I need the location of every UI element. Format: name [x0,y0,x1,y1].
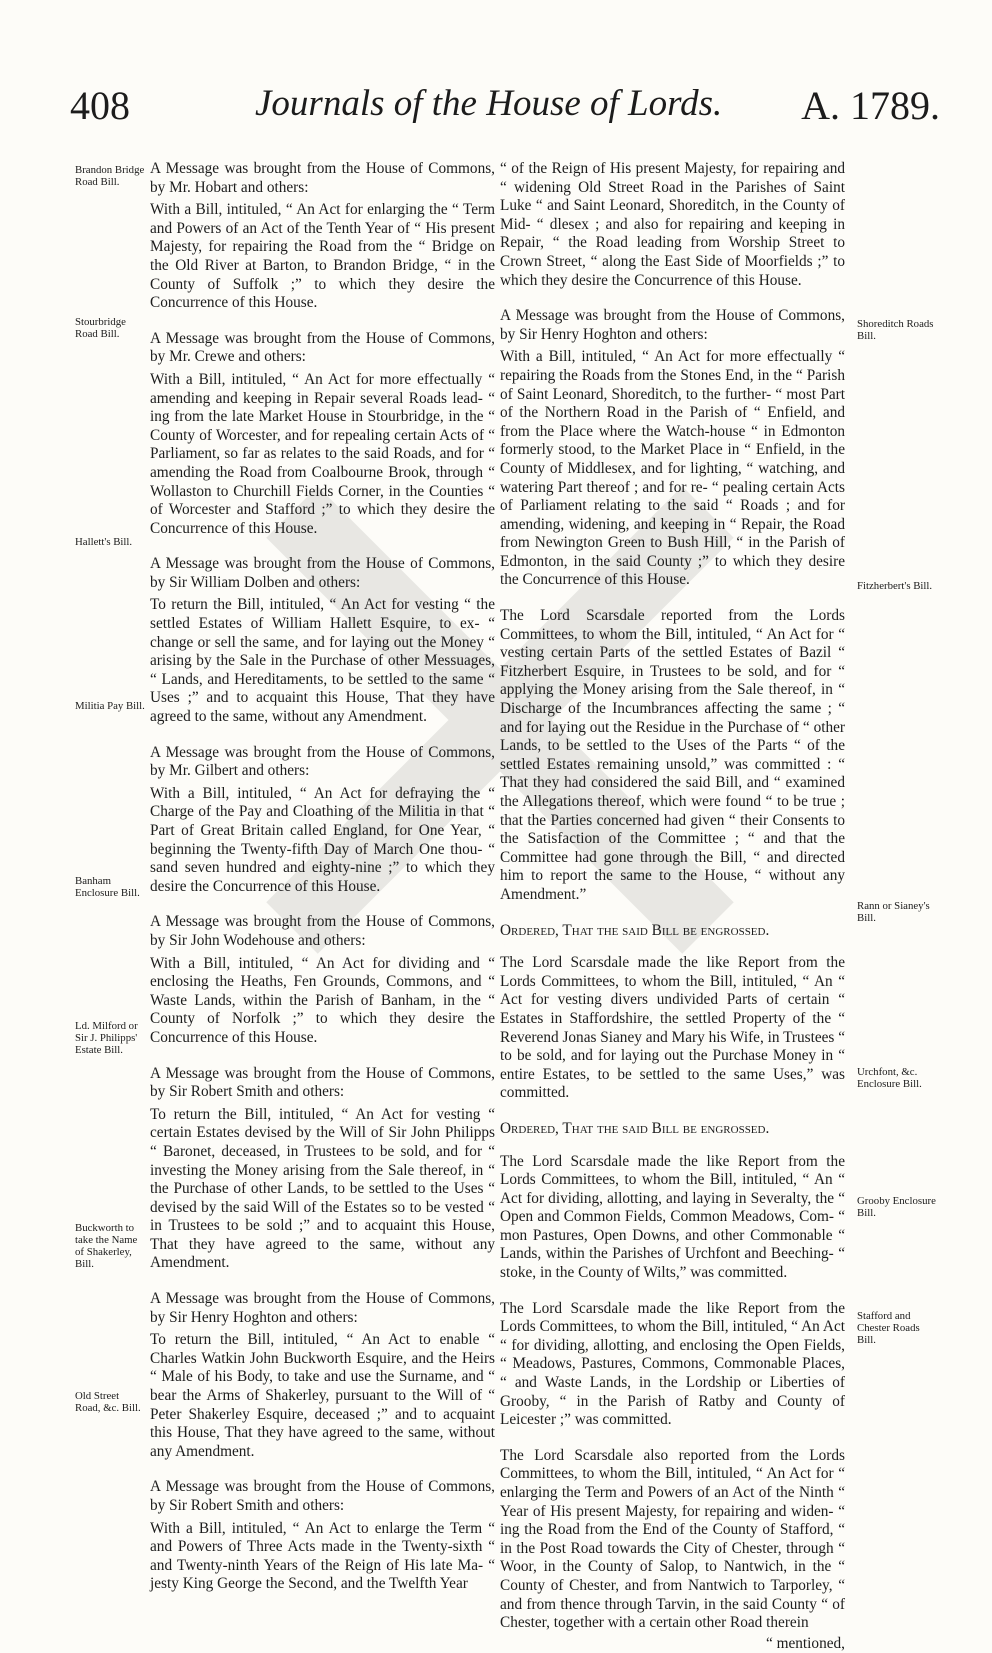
entry-rann: The Lord Scarsdale made the like Report from the Lords Committees, to whom the Bill, intituled, “ An “ Act for vesting divers undivided Parts of certain “ Estates in Staffordshire, the settled Property of the “ Reverend Jonas Sianey and Mary his Wife, in Trustees “ to be sold, and for laying out the Purchase Money in “ entire Estates, to be settled to the same Uses,” was committed. [500,954,845,1102]
entry-urchfont: The Lord Scarsdale made the like Report from the Lords Committees, to whom the Bill, intituled, “ An “ Act for dividing, allotting, and laying in Severalty, the “ Open and Common Fields, Common Meadows, Com- “ mon Pastures, Open Downs, and other Commonable “ Lands, within the Parishes of Urchfont and Beeching- “ stoke, in the County of Wilts,” was committed. [500,1152,845,1282]
message-body: With a Bill, intituled, “ An Act for dividing and “ enclosing the Heaths, Fen Grounds, Commons, and “ Waste Lands, within the Parish of Banham, in the “ County of Norfolk ;” to which they desire the Concurrence of this House. [150,954,495,1046]
message-body: With a Bill, intituled, “ An Act for defraying the “ Charge of the Pay and Cloathing of the Militia in that “ Part of Great Britain called England, for One Year, “ beginning the Twenty-fifth Day of March One thou- “ sand seven hundred and eighty-nine ;” to which they desire the Concurrence of this House. [150,784,495,895]
message-lead: A Message was brought from the House of Commons, by Mr. Crewe and others: [150,329,495,366]
entry-buckworth [150,1290,495,1461]
entry-shoreditch [500,307,845,590]
entry-groby: The Lord Scarsdale made the like Report from the Lords Committees, to whom the Bill, intituled, “ An Act “ for dividing, allotting, and enclosing the Open Fields, “ Meadows, Pastures, Commons, Commonable Places, “ and Waste Lands, in the Lordship or Liberties of Grooby, “ in the Parish of Ratby and County of Leicester ;” was committed. [500,1299,845,1429]
margin-note: Brandon Bridge Road Bill. [75,164,145,188]
margin-note: Shoreditch Roads Bill. [857,318,934,342]
entry-old-street [150,1478,495,1594]
message-lead: A Message was brought from the House of Commons, by Sir Robert Smith and others: [150,1478,495,1514]
ordered-line: Ordered, That the said Bill be engrossed. [500,1119,770,1137]
page-header [70,82,940,132]
year-label: A. 1789. [801,83,940,128]
entry-milford [150,1065,495,1274]
entry-fitzherbert: The Lord Scarsdale reported from the Lords Committees, to whom the Bill, intituled, “ An Act for “ vesting certain Parts of the settled Estates of Bazil “ Fitzherbert Esquire, in Trustees to be sold, and for “ applying the Money arising from the Sale thereof, in “ Discharge of the Incumbrances affecting the same ; “ and for laying out the Residue in the Purchase of “ other Lands, to be settled to the Uses of the Parts “ of the settled Estates remaining unsold,” was committed : “ That they had considered the said Bill, and “ examined the Allegations thereof, which were found “ to be true ; that the Parties concerned had given “ their Consents to the Satisfaction of the Committee ; “ and that the Committee had gone through the Bill, “ and directed him to report the same to the House, “ without any Amendment.” [500,607,845,903]
margin-note: Stafford and Chester Roads Bill. [857,1310,920,1346]
message-body: To return the Bill, intituled, “ An Act to enable “ Charles Watkin John Buckworth Esquire, and the Heirs “ Male of his Body, to take and use the Surname, and “ bear the Arms of Shakerley, pursuant to the Will of “ Peter Shakerley Esquire, deceased ;” and to acquaint this House, That they have agreed to the same, without any Amendment. [150,1331,495,1460]
margin-note: Stourbridge Road Bill. [75,316,126,340]
message-lead: A Message was brought from the House of Commons, by Mr. Gilbert and others: [150,743,495,780]
margin-note: Old Street Road, &c. Bill. [75,1390,141,1414]
message-lead: A Message was brought from the House of Commons, by Sir Robert Smith and others: [150,1064,495,1101]
message-lead: A Message was brought from the House of Commons, by Mr. Hobart and others: [150,160,495,196]
right-column [500,160,845,1653]
entry-stourbridge [150,330,495,539]
margin-note: Banham Enclosure Bill. [75,875,140,899]
page-number: 408 [70,83,130,128]
message-body: With a Bill, intituled, “ An Act for more effectually “ repairing the Roads from the Stones End, in the “ Parish of Saint Leonard, Shoreditch, to the further- “ most Part of the Northern Road in the Parish of “ Enfield, and from the Place where the Watch-house “ in Edmonton formerly stood, to the Market Place in “ Enfield, in the County of Middlesex, and for lighting, “ watching, and watering Part thereof ; and for re- “ pealing certain Acts of Parliament relating to the said “ Roads ; and for amending, widening, and keeping in “ Repair, the Road from Newington Green to Bush Hill, “ in the Parish of Edmonton, in the said County ;” to which they desire the Concurrence of this House. [500,348,845,589]
margin-note: Buckworth to take the Name of Shakerley, Bill. [75,1222,138,1270]
entry-militia [150,744,495,897]
margin-note: Urchfont, &c. Enclosure Bill. [857,1066,922,1090]
catchword: “ mentioned, [765,1634,845,1652]
margin-note: Ld. Milford or Sir J. Philipps' Estate Bill. [75,1020,138,1056]
entry-old-street-continued: “ of the Reign of His present Majesty, for repairing and “ widening Old Street Road in the Parishes of Saint Luke “ and Saint Leonard, Shoreditch, in the County of Mid- “ dlesex ; and also for repairing and keeping in Repair, “ the Road leading from Worship Street to Crown Street, “ along the East Side of Moorfields ;” to which they desire the Concurrence of this House. [500,160,845,289]
message-lead: A Message was brought from the House of Commons, by Sir Henry Hoghton and others: [150,1290,495,1326]
message-body: With a Bill, intituled, “ An Act for enlarging the “ Term and Powers of an Act of the Tenth Year of “ His present Majesty, for repairing the Road from the “ Bridge on the Old River at Barton, to Brandon Bridge, “ in the County of Suffolk ;” to which they desire the Concurrence of this House. [150,201,495,312]
message-lead: A Message was brought from the House of Commons, by Sir Henry Hoghton and others: [500,307,845,343]
entry-hallett [150,555,495,726]
margin-note: Hallett's Bill. [75,536,133,548]
margin-note: Militia Pay Bill. [75,700,145,712]
margin-note: Rann or Sianey's Bill. [857,900,930,924]
message-body: With a Bill, intituled, “ An Act to enlarge the Term “ and Powers of Three Acts made in the Twenty-sixth “ and Twenty-ninth Years of the Reign of His late Ma- “ jesty King George the Second, and the Twelfth Year [150,1519,495,1593]
message-body: To return the Bill, intituled, “ An Act for vesting “ certain Estates devised by the Will of Sir John Philipps “ Baronet, deceased, in Trustees to be sold, and for “ investing the Money arising from the Sale thereof, in “ the Purchase of other Lands, to be settled to the Uses “ devised by the said Will of the Estates so to be vested “ in Trustees to be sold ;” and to acquaint this House, That they have agreed to the same, without any Amendment. [150,1105,495,1272]
message-lead: A Message was brought from the House of Commons, by Sir John Wodehouse and others: [150,913,495,949]
running-title: Journals of the House of Lords. [255,83,723,124]
left-column [150,160,495,1611]
message-lead: A Message was brought from the House of Commons, by Sir William Dolben and others: [150,555,495,591]
margin-note: Fitzherbert's Bill. [857,580,933,592]
message-body: To return the Bill, intituled, “ An Act for vesting “ the settled Estates of William Hallett Esquire, to ex- “ change or sell the same, and for laying out the Money “ arising by the Sale in the Purchase of other Messuages, “ Lands, and Hereditaments, to be settled to the same “ Uses ;” and to acquaint this House, That they have agreed to the same, without any Amendment. [150,596,495,726]
entry-banham [150,913,495,1047]
entry-brandon [150,160,495,313]
entry-stafford: The Lord Scarsdale also reported from the Lords Committees, to whom the Bill, intituled, “ An Act for “ enlarging the Term and Powers of an Act of the Ninth “ Year of His present Majesty, for repairing and widen- “ ing the Road from the End of the County of Stafford, “ in the Post Road towards the City of Chester, through “ Woor, in the County of Salop, to Nantwich, in the “ County of Chester, and from Nantwich to Tarporley, “ and from thence through Tarvin, in the said County “ of Chester, together with a certain other Road therein [500,1446,845,1632]
message-body: With a Bill, intituled, “ An Act for more effectually “ amending and keeping in Repair several Roads lead- “ ing from the late Market House in Stourbridge, in the “ County of Worcester, and for repealing certain Acts of “ Parliament, so far as relates to the said Roads, and for “ amending the Road from Coalbourne Brook, through “ Wollaston to Churchill Fields Corner, in the Counties “ of Worcester and Stafford ;” to which they desire the Concurrence of this House. [150,370,495,537]
margin-note: Grooby Enclosure Bill. [857,1195,936,1219]
ordered-line: Ordered, That the said Bill be engrossed. [500,921,770,939]
